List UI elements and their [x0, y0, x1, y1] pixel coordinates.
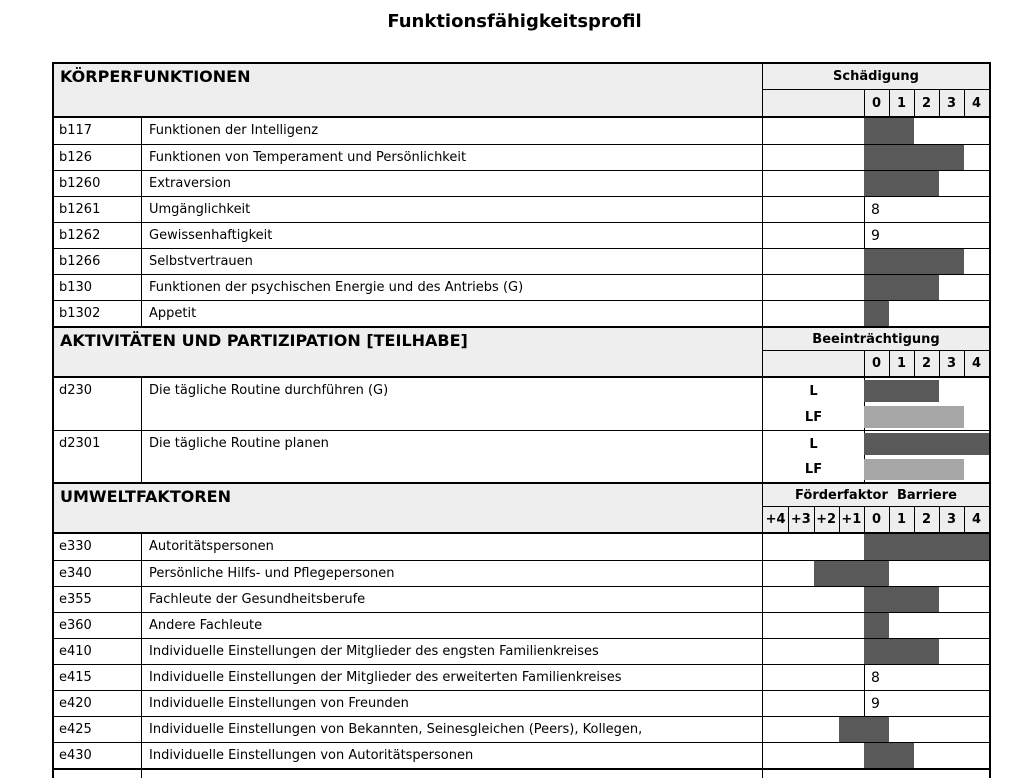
row-code: e360: [54, 613, 142, 638]
table-row: [54, 534, 989, 560]
qualifier-prefix: L: [809, 383, 818, 399]
row-scale: [763, 145, 989, 170]
rating-bar: [864, 249, 964, 274]
row-scale: [763, 534, 989, 560]
row-label: Funktionen der Intelligenz: [142, 118, 763, 144]
row-scale: [763, 275, 989, 300]
row-code: e425: [54, 717, 142, 742]
row-scale: [763, 378, 989, 430]
row-code: b126: [54, 145, 142, 170]
table-row: [54, 612, 989, 638]
row-scale: [763, 118, 989, 144]
row-scale: [763, 561, 989, 586]
row-label: Individuelle Einstellungen der Mitglieder des engsten Familienkreises: [142, 639, 763, 664]
scale-title: Schädigung: [763, 64, 989, 90]
table-row: [54, 586, 989, 612]
scale-header: [763, 484, 989, 532]
scale-columns: [763, 351, 989, 376]
rating-value: 9: [871, 227, 880, 244]
scale-column-label: 1: [896, 512, 907, 527]
table-row: [54, 222, 989, 248]
row-scale: [763, 665, 989, 690]
row-scale: [763, 301, 989, 326]
rating-bar: [864, 171, 939, 196]
scale-column-label: 4: [971, 95, 982, 111]
table-row: [54, 248, 989, 274]
scale-column-label: 3: [946, 95, 957, 111]
row-label: Extraversion: [142, 171, 763, 196]
row-code: d230: [54, 378, 142, 430]
row-code: e340: [54, 561, 142, 586]
row-code: b130: [54, 275, 142, 300]
zero-column-divider: [864, 223, 865, 248]
scale-column-label: 1: [896, 356, 907, 371]
sub-row: [763, 457, 989, 482]
row-label: Andere Fachleute: [142, 613, 763, 638]
rating-bar: [864, 639, 939, 664]
row-code: b1266: [54, 249, 142, 274]
table-row: [54, 664, 989, 690]
rating-value: 9: [871, 695, 880, 712]
row-label: Fachleute der Gesundheitsberufe: [142, 587, 763, 612]
row-code: d2301: [54, 431, 142, 482]
scale-title: Förderfaktor Barriere: [763, 484, 989, 507]
rating-bar: [814, 561, 890, 586]
scale-column-label: +4: [765, 512, 786, 527]
row-label: Individuelle Einstellungen von Bekannten, Seinesgleichen (Peers), Kollegen,: [142, 717, 763, 742]
section-title: UMWELTFAKTOREN: [54, 484, 763, 532]
row-code: e430: [54, 743, 142, 768]
scale-column-label: 0: [871, 512, 882, 527]
row-code: e420: [54, 691, 142, 716]
next-row-partial: [54, 768, 989, 778]
row-scale: [763, 197, 989, 222]
scale-column-label: 1: [896, 95, 907, 111]
row-scale: [763, 639, 989, 664]
row-scale: [763, 431, 989, 482]
zero-column-divider: [864, 197, 865, 222]
table-row: [54, 118, 989, 144]
scale-column-label: 3: [946, 356, 957, 371]
rating-bar: [864, 534, 989, 560]
table-row: [54, 742, 989, 768]
qualifier-prefix: LF: [804, 409, 823, 425]
rating-bar: [839, 717, 889, 742]
rating-value: 8: [871, 669, 880, 686]
scale-column-label: +3: [790, 512, 811, 527]
row-code: b1302: [54, 301, 142, 326]
scale-column-label: 2: [921, 512, 932, 527]
qualifier-prefix: LF: [804, 462, 823, 477]
zero-column-divider: [864, 691, 865, 716]
row-code: e355: [54, 587, 142, 612]
table-row: [54, 638, 989, 664]
table-row: [54, 560, 989, 586]
row-code: b1261: [54, 197, 142, 222]
section-koerperfunktionen: [54, 64, 989, 326]
page-title: Funktionsfähigkeitsprofil: [387, 11, 642, 32]
sub-row: [763, 378, 989, 404]
scale-column-label: +2: [816, 512, 837, 527]
rating-value: 8: [871, 201, 880, 218]
sub-row: [763, 404, 989, 430]
row-label: Funktionen von Temperament und Persönlichkeit: [142, 145, 763, 170]
row-scale: [763, 613, 989, 638]
row-label: Gewissenhaftigkeit: [142, 223, 763, 248]
row-label: Autoritätspersonen: [142, 534, 763, 560]
row-label: Die tägliche Routine planen: [142, 431, 763, 482]
row-scale: [763, 743, 989, 768]
scale-header: [763, 328, 989, 376]
profile-table: [52, 62, 991, 778]
row-scale: [763, 223, 989, 248]
section-aktivitaeten: [54, 326, 989, 482]
table-row: [54, 144, 989, 170]
zero-column-divider: [864, 665, 865, 690]
scale-column-label: 4: [971, 356, 982, 371]
scale-column-label: 2: [921, 356, 932, 371]
scale-column-label: +1: [841, 512, 862, 527]
scale-column-label: 2: [921, 95, 932, 111]
row-code: b1260: [54, 171, 142, 196]
rating-bar: [864, 433, 989, 455]
row-label: Individuelle Einstellungen von Autoritätspersonen: [142, 743, 763, 768]
row-code: e410: [54, 639, 142, 664]
stub-label-cell: [142, 770, 763, 778]
row-label: Selbstvertrauen: [142, 249, 763, 274]
section-header: [54, 482, 989, 534]
table-row: [54, 274, 989, 300]
scale-title: Beeinträchtigung: [763, 328, 989, 351]
row-code: b117: [54, 118, 142, 144]
row-label: Appetit: [142, 301, 763, 326]
table-row: [54, 430, 989, 482]
table-row: [54, 716, 989, 742]
rating-bar: [864, 380, 939, 402]
rating-bar: [864, 743, 914, 768]
rating-bar: [864, 301, 889, 326]
row-scale: [763, 171, 989, 196]
table-row: [54, 170, 989, 196]
table-row: [54, 300, 989, 326]
row-code: e415: [54, 665, 142, 690]
row-code: e330: [54, 534, 142, 560]
rating-bar: [864, 613, 889, 638]
row-label: Umgänglichkeit: [142, 197, 763, 222]
rating-bar: [864, 587, 939, 612]
row-label: Individuelle Einstellungen der Mitglieder des erweiterten Familienkreises: [142, 665, 763, 690]
sub-row: [763, 431, 989, 457]
rating-bar: [864, 145, 964, 170]
scale-columns: [763, 90, 989, 116]
row-scale: [763, 717, 989, 742]
section-header: [54, 326, 989, 378]
row-scale: [763, 587, 989, 612]
table-row: [54, 196, 989, 222]
scale-column-label: 0: [871, 95, 882, 111]
row-code: b1262: [54, 223, 142, 248]
scale-column-label: 4: [971, 512, 982, 527]
rating-bar: [864, 118, 914, 144]
row-label: Individuelle Einstellungen von Freunden: [142, 691, 763, 716]
section-title: KÖRPERFUNKTIONEN: [54, 64, 763, 116]
row-label: Die tägliche Routine durchführen (G): [142, 378, 763, 430]
stub-code-cell: [54, 770, 142, 778]
row-scale: [763, 691, 989, 716]
section-title: AKTIVITÄTEN UND PARTIZIPATION [TEILHABE]: [54, 328, 763, 376]
table-row: [54, 378, 989, 430]
row-label: Funktionen der psychischen Energie und des Antriebs (G): [142, 275, 763, 300]
scale-column-label: 3: [946, 512, 957, 527]
scale-header: [763, 64, 989, 116]
qualifier-prefix: L: [809, 436, 818, 452]
scale-columns: [763, 507, 989, 532]
table-row: [54, 690, 989, 716]
rating-bar: [864, 275, 939, 300]
row-scale: [763, 249, 989, 274]
row-label: Persönliche Hilfs- und Pflegepersonen: [142, 561, 763, 586]
rating-bar: [864, 459, 964, 480]
rating-bar: [864, 406, 964, 428]
scale-column-label: 0: [871, 356, 882, 371]
section-umweltfaktoren: [54, 482, 989, 768]
section-header: [54, 64, 989, 118]
